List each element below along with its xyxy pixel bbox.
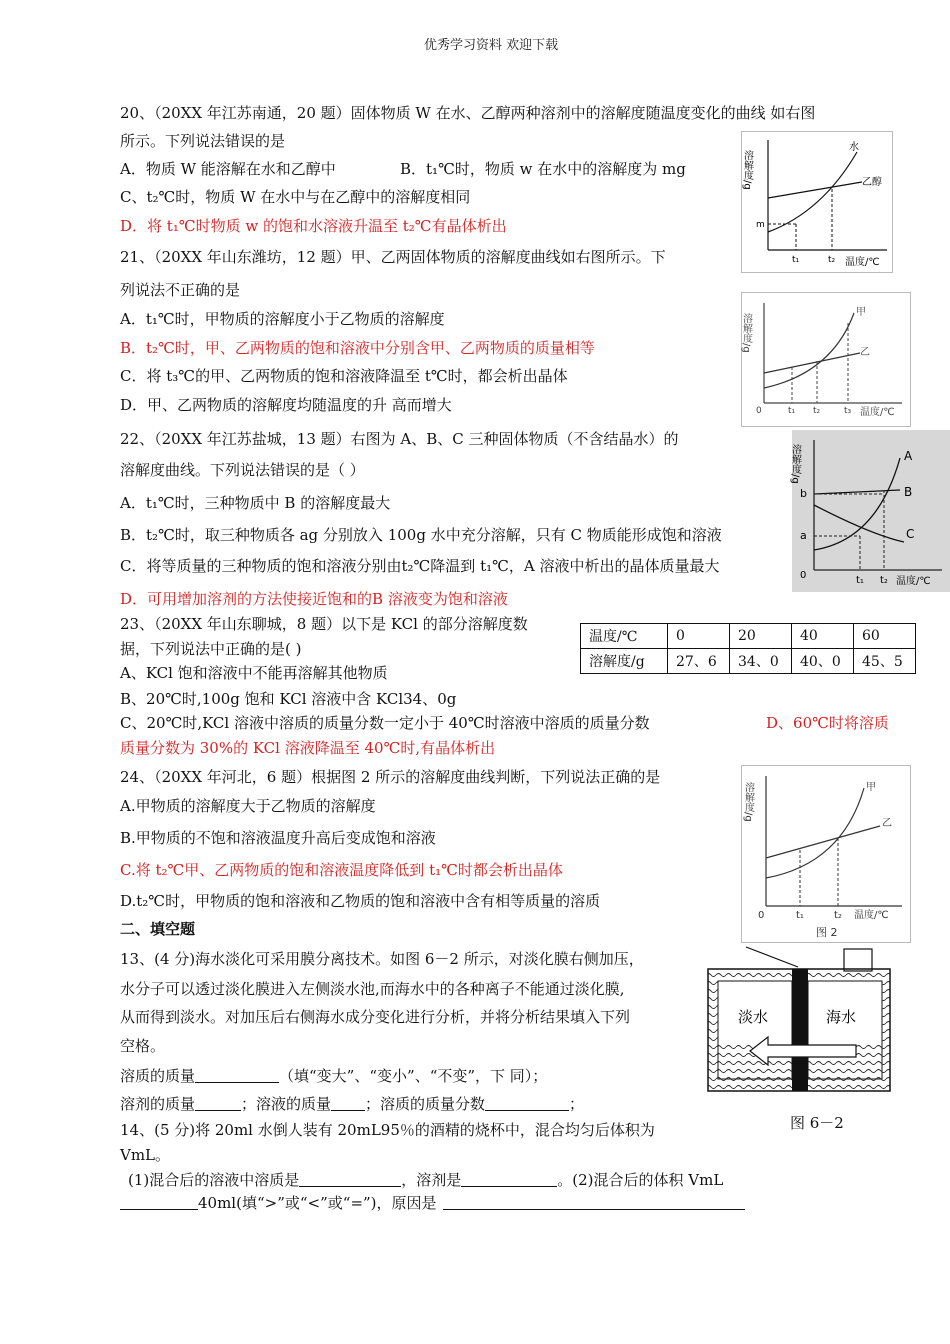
q23-option-a: A、KCl 饱和溶液中不能再溶解其他物质 [120,664,388,682]
q23-stem-line2: 据，下列说法中正确的是( ) [120,640,302,658]
q24-xlabel: 温度/℃ [854,910,889,921]
q22-solubility-chart [789,430,950,592]
table-cell: 34、0 [730,649,792,674]
q20-option-d: D．将 t₁℃时物质 w 的饱和水溶液升温至 t₂℃有晶体析出 [120,217,507,235]
q21-xlabel: 温度/℃ [860,407,895,418]
q13-solution-mass-blank[interactable] [331,1096,365,1111]
q13-solute-mass-label: 溶质的质量 [120,1067,196,1085]
q13-line3: 从而得到淡水。对加压后右侧海水成分变化进行分析，并将分析结果填入下列 [120,1008,631,1026]
q20-solubility-chart [742,132,892,272]
q21-yi-curve [764,353,860,373]
q24-option-a: A.甲物质的溶解度大于乙物质的溶解度 [120,797,376,815]
q14-line1: 14、(5 分)将 20ml 水倒人装有 20mL95％的酒精的烧杯中，混合均匀后体积为 [120,1121,655,1139]
q20-ethanol-curve [768,182,862,198]
q24-t2-label: t₂ [834,910,842,921]
q14-solute-blank[interactable] [299,1172,401,1187]
q22-stem-line1: 22、（20XX 年江苏盐城，13 题）右图为 A、B、C 三种固体物质（不含结晶水）的 [120,430,679,448]
q13-solvent-mass-blank[interactable] [195,1096,241,1111]
q21-t1-label: t₁ [788,406,796,416]
membrane-diagram [706,947,896,1097]
q22-tick-a: a [800,529,807,542]
q20-ylabel: 溶解度/g [741,150,753,190]
q21-t3-label: t₃ [844,406,852,416]
filter-membrane [792,969,808,1091]
q22-option-d: D．可用增加溶剂的方法使接近饱和的B 溶液变为饱和溶液 [120,590,508,608]
q23-option-c: C、20℃时,KCl 溶液中溶质的质量分数一定小于 40℃时溶液中溶质的质量分数 [120,714,650,732]
q21-origin: 0 [756,406,762,416]
q24-origin: 0 [758,910,765,921]
q21-jia-curve [764,313,854,388]
q13-line1: 13、(4 分)海水淡化可采用膜分离技术。如图 6－2 所示，对淡化膜右侧加压， [120,950,644,968]
q22-option-a: A．t₁℃时，三种物质中 B 的溶解度最大 [120,494,391,512]
q21-solubility-figure [741,292,911,427]
q21-jia-label: 甲 [856,307,866,318]
q24-yi-label: 乙 [882,818,892,829]
q24-jia-label: 甲 [866,782,876,793]
q20-solubility-figure [741,131,893,273]
q13-mass-fraction-blank[interactable] [485,1096,569,1111]
q24-solubility-chart [742,766,910,942]
q22-solubility-figure [789,430,950,592]
q21-stem-line2: 列说法不正确的是 [120,281,241,299]
q22-t2-label: t₂ [880,575,888,586]
q22-option-c: C．将等质量的三种物质的饱和溶液分别由t₂℃降温到 t₁℃，A 溶液中析出的晶体质量最大 [120,557,720,575]
q24-jia-curve [766,788,864,878]
q21-option-c: C．将 t₃℃的甲、乙两物质的饱和溶液降温至 t℃时，都会析出晶体 [120,367,568,385]
q14-volume-question: 。(2)混合后的体积 VmL [557,1171,724,1189]
q13-solvent-mass-label: 溶剂的质量 [120,1095,196,1113]
q20-water-label: 水 [849,142,859,153]
q13-line5 [120,1067,547,1085]
q20-t2-label: t₂ [828,255,836,265]
q24-option-c: C.将 t₂℃甲、乙两物质的饱和溶液温度降低到 t₁℃时都会析出晶体 [120,861,563,879]
q24-stem: 24、（20XX 年河北，6 题）根据图 2 所示的溶解度曲线判断，下列说法正确的是 [120,768,661,786]
q24-ylabel: 溶解度/g [742,782,754,822]
q14-line2: VmL。 [120,1146,171,1164]
q14-comparison-blank[interactable] [120,1195,198,1210]
pressure-piston [844,949,872,971]
q14-solvent-blank[interactable] [461,1172,557,1187]
q14-line3 [128,1171,723,1189]
q22-label-b: B [904,485,913,499]
q13-line6-end: ； [569,1095,585,1113]
q13-line2: 水分子可以透过淡化膜进入左侧淡水池,而海水中的各种离子不能通过淡化膜, [120,980,625,998]
fresh-water-label: 淡水 [738,1008,769,1026]
q14-solute-label: (1)混合后的溶液中溶质是 [128,1171,300,1189]
q24-t1-label: t₁ [796,910,804,921]
q21-option-a: A．t₁℃时，甲物质的溶解度小于乙物质的溶解度 [120,310,445,328]
q20-t1-label: t₁ [792,255,800,265]
q24-option-b: B.甲物质的不饱和溶液温度升高后变成饱和溶液 [120,829,436,847]
q23-option-d-part1: D、60℃时将溶质 [766,714,889,732]
q14-reason-label: 40ml(填“>”或“<”或“=”)，原因是 [198,1194,437,1212]
q13-mass-fraction-label: ；溶质的质量分数 [365,1095,486,1113]
q22-option-b: B．t₂℃时，取三种物质各 ag 分别放入 100g 水中充分溶解，只有 C 物质能形成饱和溶液 [120,526,722,544]
section-2-title: 二、填空题 [120,920,196,938]
q14-reason-blank[interactable] [443,1195,745,1210]
q22-xlabel: 温度/℃ [896,576,931,587]
q20-water-curve [768,152,857,232]
q22-label-a: A [904,449,913,463]
table-cell: 溶解度/g [581,649,668,674]
page-header: 优秀学习资料 欢迎下载 [424,38,559,53]
q21-option-b: B．t₂℃时，甲、乙两物质的饱和溶液中分别含甲、乙两物质的质量相等 [120,339,595,357]
table-cell: 45、5 [854,649,916,674]
table-cell: 0 [668,624,730,649]
q20-stem-line1: 20、（20XX 年江苏南通，20 题）固体物质 W 在水、乙醇两种溶剂中的溶解度随温度变化的曲线 如右图 [120,104,816,122]
q13-line4: 空格。 [120,1037,166,1055]
q21-solubility-chart [742,293,910,426]
q24-solubility-figure [741,765,911,943]
q14-solvent-label: ，溶剂是 [401,1171,462,1189]
table-cell: 40 [792,624,854,649]
q22-tick-b: b [800,487,807,500]
q13-line6 [120,1095,584,1113]
q22-stem-line2: 溶解度曲线。下列说法错误的是（ ） [120,461,365,479]
q23-option-b: B、20℃时,100g 饱和 KCl 溶液中含 KCl34、0g [120,690,457,708]
q21-option-d: D．甲、乙两物质的溶解度均随温度的升 高而增大 [120,396,452,414]
q20-ethanol-label: 乙醇 [862,177,882,188]
table-cell: 27、6 [668,649,730,674]
seawater-label: 海水 [826,1008,857,1026]
q20-option-b: B．t₁℃时，物质 w 在水中的溶解度为 mg [400,160,686,178]
q13-instruction: （填“变大”、“变小”、“不变”，下 同）； [279,1067,548,1085]
q14-line4 [120,1194,745,1212]
q24-caption: 图 2 [816,926,838,939]
q20-stem-line2: 所示。下列说法错误的是 [120,132,286,150]
table-cell: 60 [854,624,916,649]
q21-stem-line1: 21、（20XX 年山东潍坊，12 题）甲、乙两固体物质的溶解度曲线如右图所示。下 [120,248,666,266]
kcl-solubility-table [580,623,916,674]
q21-yi-label: 乙 [860,347,870,358]
table-row [581,624,916,649]
q24-option-d: D.t₂℃时，甲物质的饱和溶液和乙物质的饱和溶液中含有相等质量的溶质 [120,892,601,910]
q13-solute-mass-blank[interactable] [195,1068,279,1083]
q22-ylabel: 溶解度/g [789,444,801,484]
table-row [581,649,916,674]
q23-option-d-part2: 质量分数为 30%的 KCl 溶液降温至 40℃时,有晶体析出 [120,739,496,757]
q22-t1-label: t₁ [856,575,864,586]
q21-t2-label: t₂ [813,406,821,416]
q22-origin: 0 [800,570,807,581]
q13-solution-mass-label: ；溶液的质量 [241,1095,332,1113]
table-cell: 温度/℃ [581,624,668,649]
q21-ylabel: 溶解度/g [740,313,752,353]
table-cell: 20 [730,624,792,649]
q20-xlabel: 温度/℃ [845,257,880,268]
q23-stem-line1: 23、（20XX 年山东聊城，8 题）以下是 KCl 的部分溶解度数 [120,615,528,633]
q22-label-c: C [906,527,915,541]
q20-option-a: A．物质 W 能溶解在水和乙醇中 [120,160,336,178]
q20-m-label: m [756,220,765,230]
membrane-figure [706,947,896,1097]
figure-6-2-caption: 图 6－2 [790,1114,844,1132]
table-cell: 40、0 [792,649,854,674]
q20-option-c: C、t₂℃时，物质 W 在水中与在乙醇中的溶解度相同 [120,188,471,206]
